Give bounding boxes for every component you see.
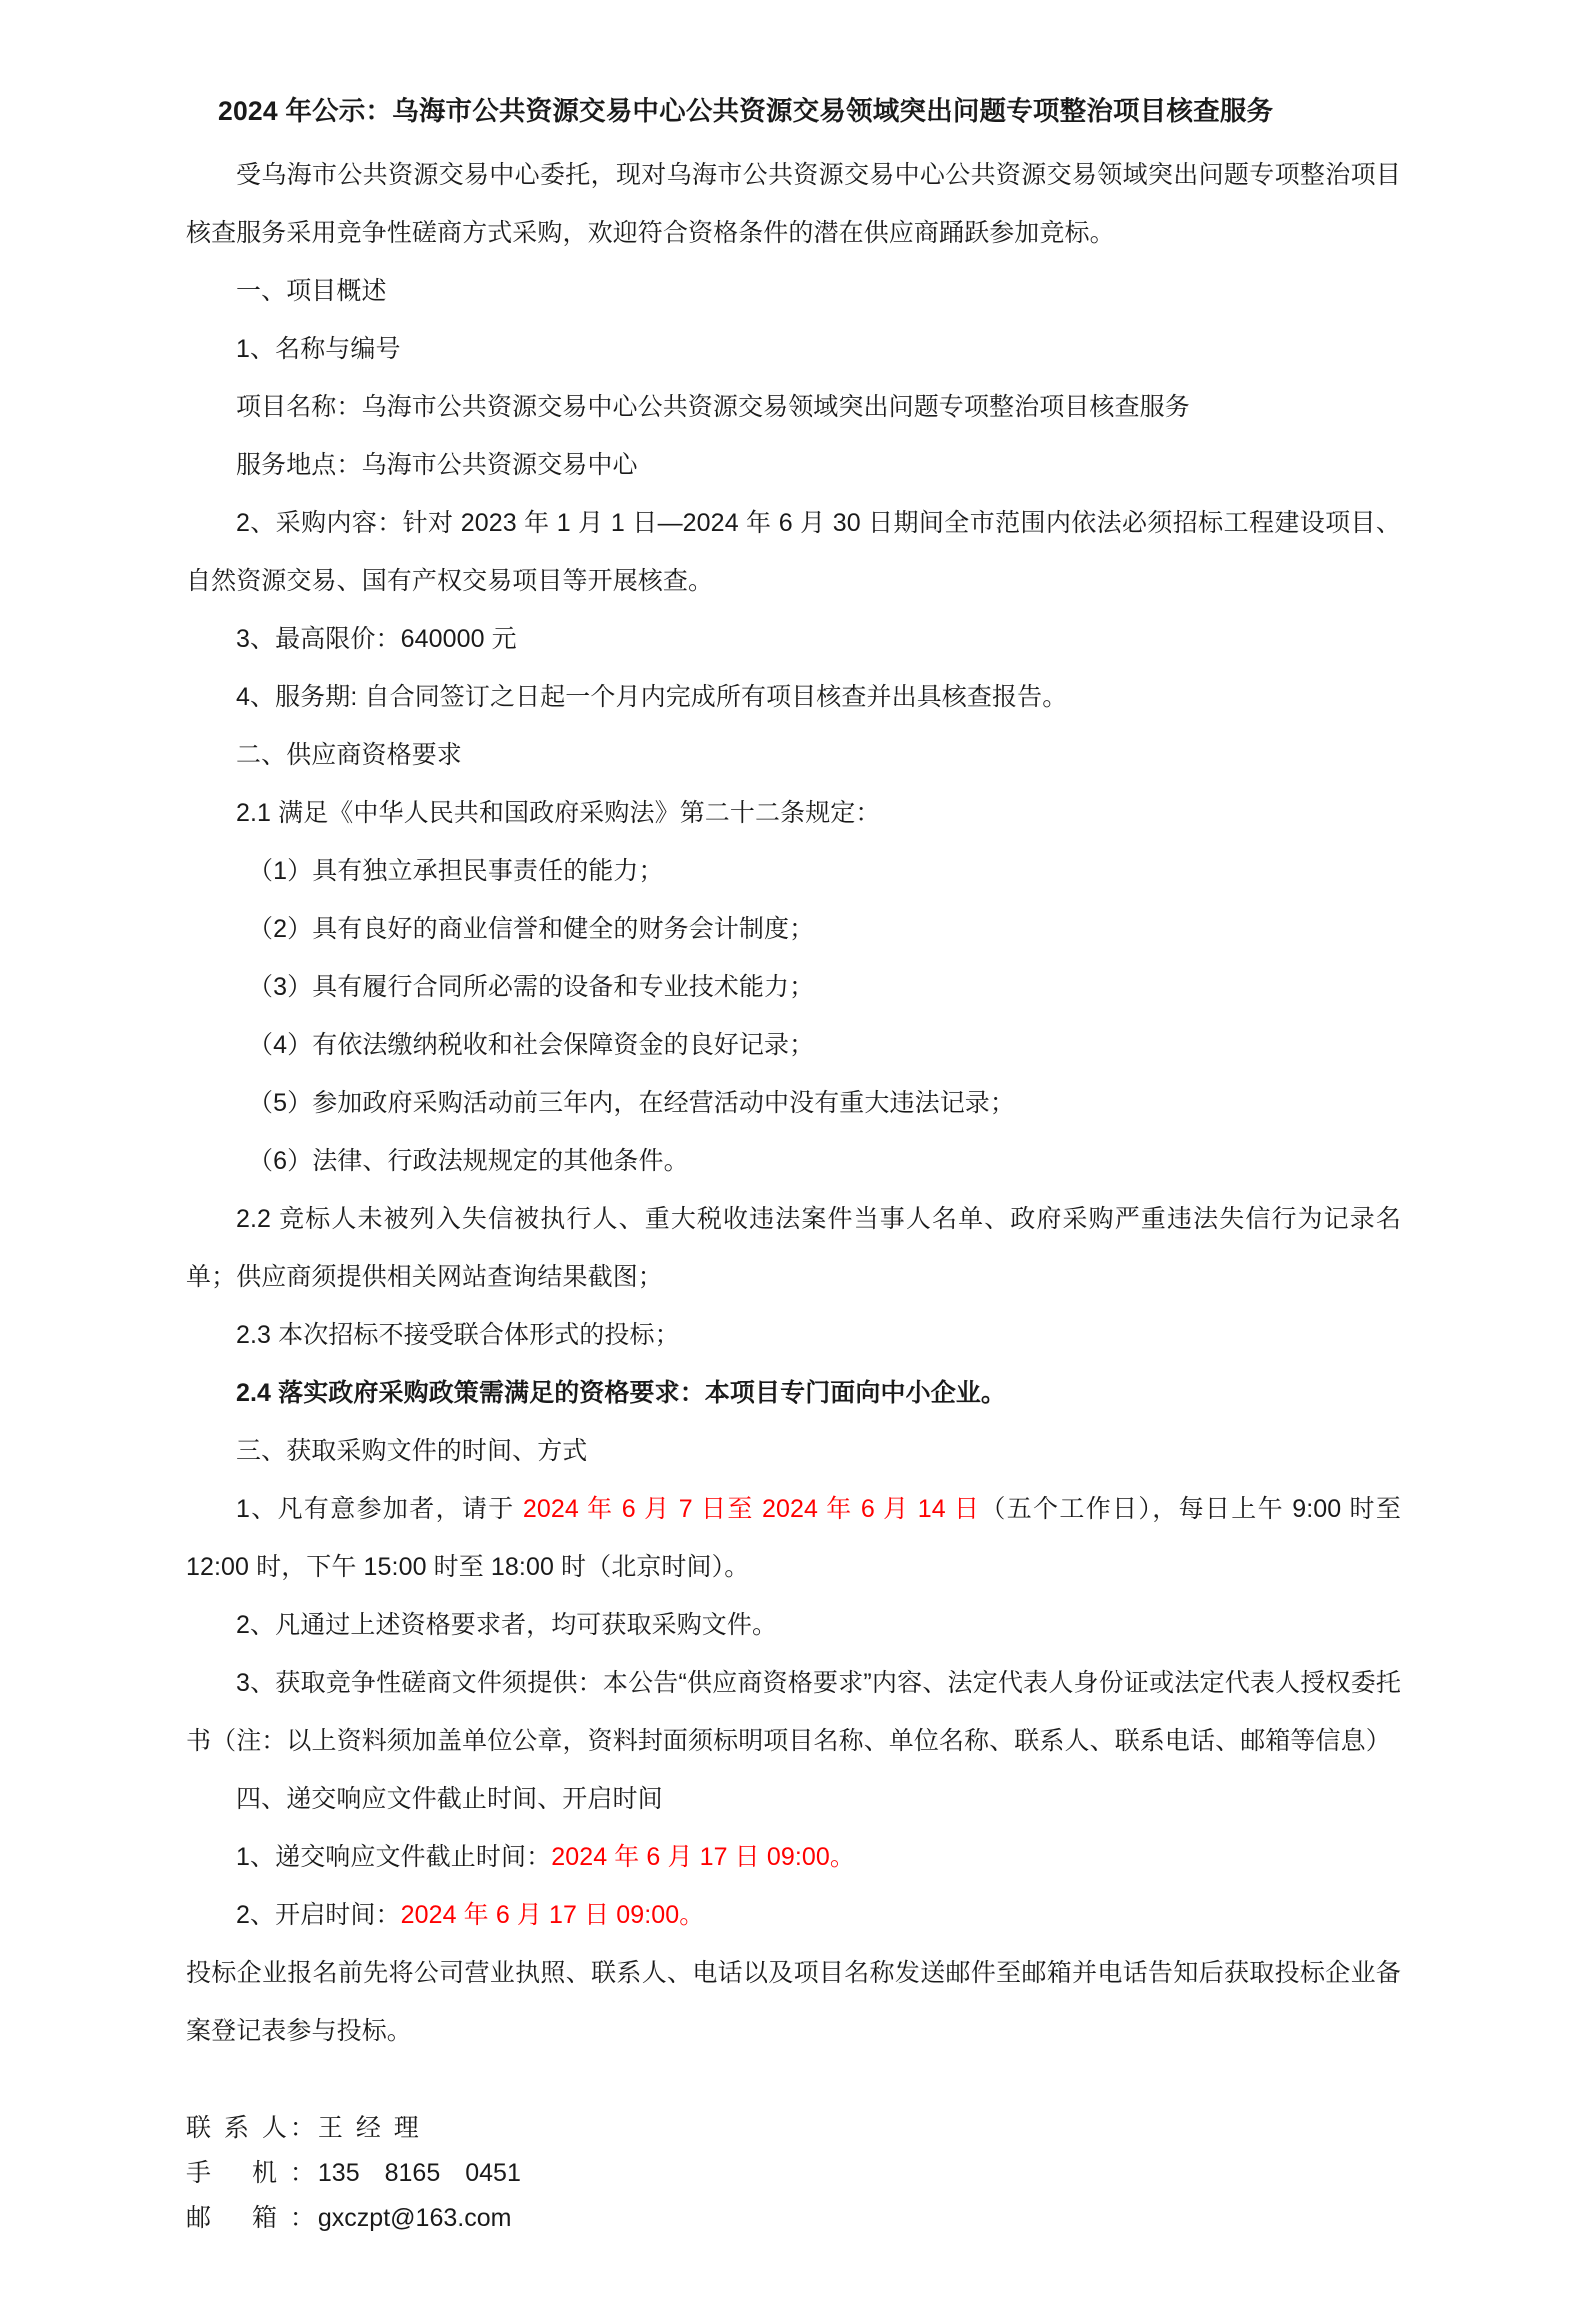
section-two-heading: 二、供应商资格要求 [236, 740, 462, 769]
section-three-item-2: 2、凡通过上述资格要求者，均可获取采购文件。 [236, 1610, 778, 1639]
max-price-line: 3、最高限价：640000 元 [236, 624, 517, 653]
intro-paragraph: 受乌海市公共资源交易中心委托，现对乌海市公共资源交易中心公共资源交易领域突出问题专项整治项目核查服务采用竞争性磋商方式采购，欢迎符合资格条件的潜在供应商踊跃参加竞标。 [186, 160, 1401, 247]
contact-email-line [186, 2196, 1401, 2241]
qualification-condition-3: （3）具有履行合同所必需的设备和专业技术能力； [248, 972, 815, 1001]
page-title: 2024 年公示：乌海市公共资源交易中心公共资源交易领域突出问题专项整治项目核查服务 [218, 96, 1274, 126]
section-three-item-1 [186, 1480, 1401, 1596]
qualification-condition-5: （5）参加政府采购活动前三年内，在经营活动中没有重大违法记录； [248, 1088, 1016, 1117]
contact-person-value: 王 经 理 [317, 2113, 422, 2142]
opening-time-value: 2024 年 6 月 17 日 09:00。 [400, 1900, 705, 1929]
section-one-sub1-heading: 1、名称与编号 [236, 334, 401, 363]
contact-email-value: gxczpt@163.com [317, 2203, 512, 2232]
clause-2-1: 2.1 满足《中华人民共和国政府采购法》第二十二条规定： [236, 798, 881, 827]
contact-phone-label: 手 机 ： [186, 2158, 318, 2187]
contact-person-line [186, 2106, 1401, 2151]
contact-phone-line [186, 2151, 1401, 2196]
clause-2-4: 2.4 落实政府采购政策需满足的资格要求：本项目专门面向中小企业。 [236, 1378, 1007, 1407]
section-four-heading: 四、递交响应文件截止时间、开启时间 [236, 1784, 663, 1813]
procurement-content-line: 2、采购内容：针对 2023 年 1 月 1 日—2024 年 6 月 30 日期间全市范围内依法必须招标工程建设项目、自然资源交易、国有产权交易项目等开展核查。 [186, 508, 1401, 595]
opening-time-line [186, 1886, 1401, 1944]
contact-person-label: 联 系 人： [186, 2113, 318, 2142]
contact-phone-value: 135 8165 0451 [317, 2158, 521, 2187]
submission-deadline-label: 1、递交响应文件截止时间： [236, 1842, 552, 1871]
qualification-condition-4: （4）有依法缴纳税收和社会保障资金的良好记录； [248, 1030, 815, 1059]
registration-note: 投标企业报名前先将公司营业执照、联系人、电话以及项目名称发送邮件至邮箱并电话告知后获取投标企业备案登记表参与投标。 [186, 1958, 1401, 2045]
qualification-condition-6: （6）法律、行政法规规定的其他条件。 [248, 1146, 689, 1175]
service-location-line: 服务地点：乌海市公共资源交易中心 [236, 450, 638, 479]
submission-deadline-value: 2024 年 6 月 17 日 09:00。 [551, 1842, 855, 1871]
qualification-condition-2: （2）具有良好的商业信誉和健全的财务会计制度； [248, 914, 815, 943]
section-three-item-3: 3、获取竞争性磋商文件须提供：本公告“供应商资格要求”内容、法定代表人身份证或法定代表人授权委托书（注：以上资料须加盖单位公章，资料封面须标明项目名称、单位名称、联系人、联系电话、邮箱等信息） [186, 1668, 1401, 1755]
clause-2-3: 2.3 本次招标不接受联合体形式的投标； [236, 1320, 680, 1349]
project-name-line: 项目名称：乌海市公共资源交易中心公共资源交易领域突出问题专项整治项目核查服务 [236, 392, 1190, 421]
section-one-heading: 一、项目概述 [236, 276, 387, 305]
section-three-heading: 三、获取采购文件的时间、方式 [236, 1436, 588, 1465]
qualification-condition-1: （1）具有独立承担民事责任的能力； [248, 856, 664, 885]
service-period-line: 4、服务期: 自合同签订之日起一个月内完成所有项目核查并出具核查报告。 [236, 682, 1068, 711]
document-acquisition-date-range: 2024 年 6 月 7 日至 2024 年 6 月 14 日 [522, 1494, 981, 1523]
item1-suffix-text: （五个工作日），每日上午 9:00 时至 12:00 时，下午 15:00 时至 18:00 时（北京时间）。 [186, 1494, 1401, 1581]
contact-email-label: 邮 箱 ： [186, 2203, 318, 2232]
contact-block [186, 2106, 1401, 2241]
opening-time-label: 2、开启时间： [236, 1900, 401, 1929]
clause-2-2: 2.2 竞标人未被列入失信被执行人、重大税收违法案件当事人名单、政府采购严重违法失信行为记录名单；供应商须提供相关网站查询结果截图； [186, 1204, 1401, 1291]
item1-prefix-text: 1、凡有意参加者，请于 [236, 1494, 523, 1523]
submission-deadline-line [186, 1828, 1401, 1886]
